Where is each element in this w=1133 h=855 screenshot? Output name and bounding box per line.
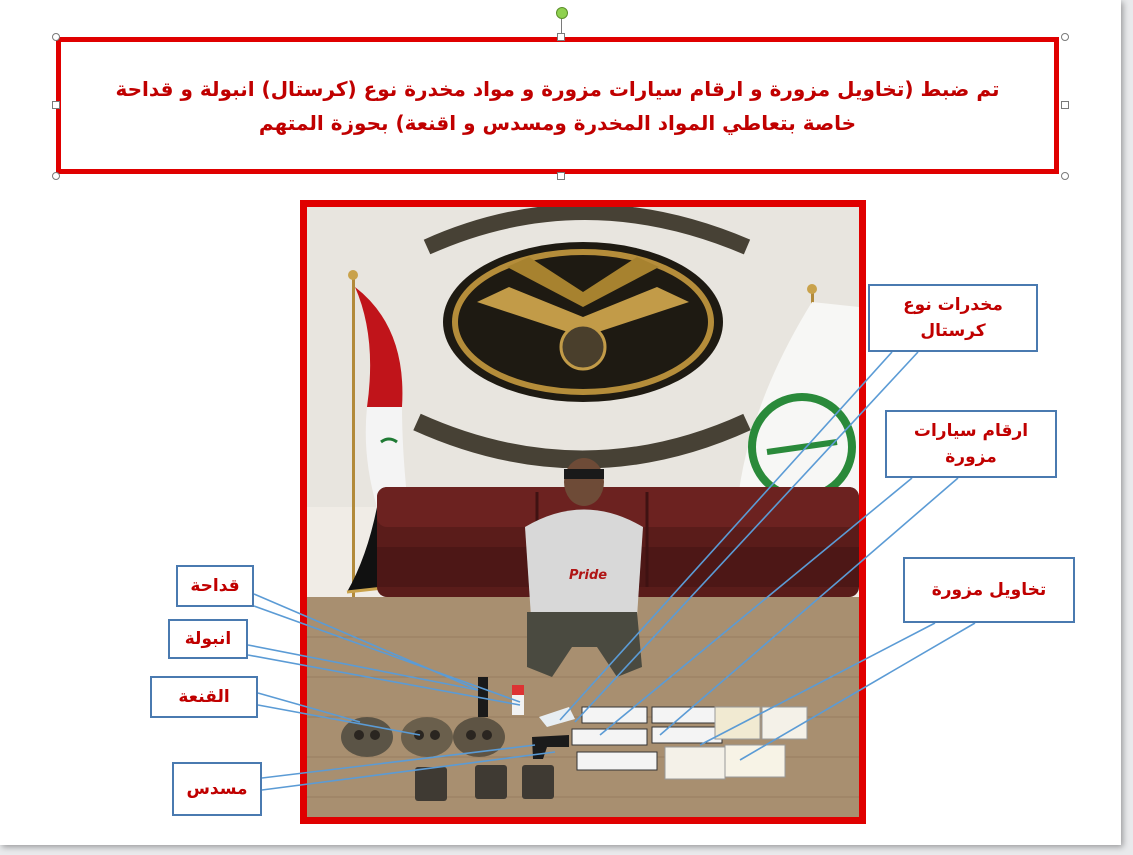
resize-handle-bottom-right[interactable] [1061,172,1069,180]
label-fake-plates[interactable] [885,410,1057,478]
resize-handle-right[interactable] [1061,101,1069,109]
label-fake-plates-line2: مزورة [945,447,997,467]
resize-handle-bottom[interactable] [557,172,565,180]
evidence-photo-illustration [307,207,859,817]
resize-handle-top[interactable] [557,33,565,41]
label-ampoule[interactable]: انبولة [168,619,248,659]
rotate-handle[interactable] [556,7,568,19]
label-fake-plates-line1: ارقام سيارات [913,421,1029,441]
evidence-photo[interactable] [300,200,866,824]
title-line-2: خاصة بتعاطي المواد المخدرة ومسدس و اقنعة) بحوزة المتهم [258,110,857,135]
title-line-1: تم ضبط (تخاويل مزورة و ارقام سيارات مزورة و مواد مخدرة نوع (كرستال) انبولة و قداحة [115,76,1000,101]
title-textbox[interactable] [56,37,1059,174]
label-crystal-drugs-line1: مخدرات نوع [903,295,1003,315]
resize-handle-top-left[interactable] [52,33,60,41]
label-crystal-drugs-line2: كرستال [920,321,986,341]
label-fake-documents[interactable]: تخاويل مزورة [903,557,1075,623]
resize-handle-top-right[interactable] [1061,33,1069,41]
title-text [115,72,999,140]
label-lighter[interactable]: قداحة [176,565,254,607]
shirt-print: Pride [569,568,608,583]
label-masks[interactable]: القنعة [150,676,258,718]
label-pistol[interactable]: مسدس [172,762,262,816]
label-crystal-drugs[interactable] [868,284,1038,352]
resize-handle-bottom-left[interactable] [52,172,60,180]
resize-handle-left[interactable] [52,101,60,109]
